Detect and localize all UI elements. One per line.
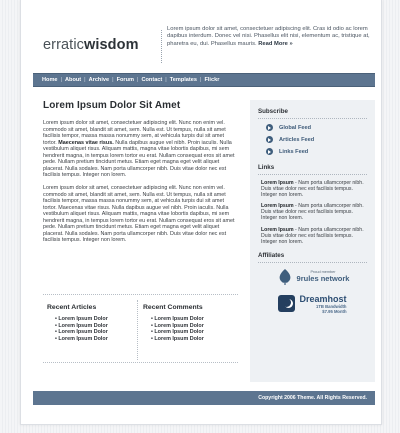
link-entry-title: Lorem Ipsum — [261, 180, 294, 186]
dreamhost-badge[interactable] — [258, 294, 367, 314]
link-entry[interactable] — [258, 203, 367, 221]
recent-articles-list — [47, 316, 132, 342]
ninerules-text — [297, 270, 350, 283]
subscribe-title: Subscribe — [258, 108, 367, 119]
nav-contact[interactable]: Contact — [141, 77, 163, 83]
nav-separator: | — [84, 77, 86, 83]
rss-icon — [266, 124, 273, 131]
recent-article-link[interactable]: • Lorem Ipsum Dolor — [55, 316, 132, 323]
main-nav — [33, 73, 375, 87]
nav-separator: | — [165, 77, 167, 83]
column-divider — [137, 300, 138, 360]
paragraph-text: Lorem ipsum dolor sit amet, consectetuer adipiscing elit. Nunc non enim vel. commodo sit amet, blandit sit amet, sem. Nulla est. Ut tempus, nulla sit amet facilisis tempor, massa massa nonummy sem, at vehicula turpis dui sit amet tortor. — [43, 120, 226, 146]
nav-forum[interactable]: Forum — [116, 77, 134, 83]
dreamhost-text — [299, 294, 346, 314]
nav-archive[interactable]: Archive — [88, 77, 110, 83]
recent-comment-link[interactable]: • Lorem Ipsum Dolor — [151, 336, 228, 343]
link-entry-title: Lorem Ipsum — [261, 203, 294, 210]
link-entry-text: - Nam porta ullamcorper nibh. Duis vitae dolor nec est facilisis tempus. Integer non lorem. — [261, 226, 364, 245]
tagline-text: Lorem ipsum dolor sit amet, consectetuer adipiscing elit. Cras id odio ac lorem dapibus interdum. Donec vel nisi. Phasellus elit nisi, elementum ac, tristique at, pharetra eu, dui. Phasellus mauris. — [167, 26, 370, 47]
recent-comments-title: Recent Comments — [143, 304, 203, 311]
recent-comment-link[interactable]: • Lorem Ipsum Dolor — [151, 329, 228, 336]
link-entry[interactable] — [258, 227, 367, 245]
feed-label: Links Feed — [279, 148, 309, 155]
ninerules-proud: Proud member — [310, 270, 336, 275]
link-entry[interactable] — [258, 180, 367, 198]
header-tagline — [167, 26, 377, 48]
articles-feed-link[interactable] — [258, 136, 367, 143]
nav-home[interactable]: Home — [42, 77, 58, 83]
paragraph-text: Nulla dapibus augue vel nibh. Proin iaculis. Nulla vestibulum aliquet risus. Aliquam mattis, magna vitae lobortis dapibus, mi sem hendrerit magna, in tempus lorem tortor eu erat. Nullam consequat eros sit amet pede. Nullam pretium tincidunt metus. Etiam eget magna eget velit aliquet placerat. Nulla sodales. Nam porta ullamcorper nibh. Duis vitae dolor nec est facilisis tempus. Integer non lorem. — [43, 139, 235, 178]
post-paragraph: Lorem ipsum dolor sit amet, consectetuer adipiscing elit. Nunc non enim vel. commodo sit amet, blandit sit amet, sem. Nulla est. Ut tempus, nulla sit amet facilisis tempor, massa massa nonummy sem, at vehicula turpis dui sit amet tortor. Maecenas vitae risus. Nulla dapibus augue vel nibh. Proin iaculis. Nulla vestibulum aliquet risus. Aliquam mattis, magna vitae lobortis dapibus, mi sem hendrerit magna, in tempus lorem tortor eu erat. Nullam consequat eros sit amet pede. Nullam pretium tincidunt metus. Etiam eget magna eget velit aliquet placerat. Nulla sodales. Nam porta ullamcorper nibh. Duis vitae dolor nec est facilisis tempus. Integer non lorem. — [43, 185, 235, 243]
recent-articles-title: Recent Articles — [47, 304, 97, 311]
recent-comment-link[interactable]: • Lorem Ipsum Dolor — [151, 323, 228, 330]
post-title[interactable]: Lorem Ipsum Dolor Sit Amet — [43, 100, 181, 111]
rss-icon — [266, 148, 273, 155]
nav-separator: | — [112, 77, 114, 83]
header — [21, 0, 383, 73]
recent-comments — [143, 304, 228, 342]
sidebar — [250, 100, 375, 382]
ninerules-name: 9rules network — [296, 274, 350, 284]
ninerules-badge[interactable] — [258, 268, 367, 286]
header-divider — [161, 30, 162, 63]
site-logo[interactable] — [43, 37, 139, 53]
content-divider — [43, 294, 238, 295]
feed-label: Global Feed — [279, 124, 312, 131]
recent-comment-link[interactable]: • Lorem Ipsum Dolor — [151, 316, 228, 323]
dreamhost-bandwidth: 1TB Bandwidth — [316, 303, 347, 309]
copyright-text: Copyright 2006 Theme. All Rights Reserved. — [258, 395, 367, 401]
link-entry-text: - Nam porta ullamcorper nibh. Duis vitae dolor nec est facilisis tempus. Integer non lorem. — [261, 203, 364, 222]
nav-separator: | — [137, 77, 139, 83]
page-container — [20, 0, 382, 425]
dreamhost-price: $7.95 Month — [322, 308, 347, 314]
main-content — [43, 100, 238, 250]
read-more-link[interactable]: Read More » — [258, 40, 293, 47]
recent-article-link[interactable]: • Lorem Ipsum Dolor — [55, 329, 132, 336]
nav-about[interactable]: About — [65, 77, 82, 83]
logo-light-text: erratic — [43, 37, 84, 53]
links-title: Links — [258, 164, 367, 175]
nav-templates[interactable]: Templates — [169, 77, 197, 83]
nav-separator: | — [200, 77, 202, 83]
recent-comments-list — [143, 316, 228, 342]
global-feed-link[interactable] — [258, 124, 367, 131]
paragraph-bold-text: Maecenas vitae risus. — [58, 139, 114, 146]
link-entry-title: Lorem Ipsum — [261, 226, 294, 233]
recent-articles — [47, 304, 132, 342]
recent-article-link[interactable]: • Lorem Ipsum Dolor — [55, 323, 132, 330]
footer — [33, 391, 375, 405]
affiliates — [258, 268, 367, 314]
nav-flickr[interactable]: Flickr — [204, 77, 220, 83]
nav-separator: | — [60, 77, 62, 83]
moon-icon — [278, 295, 295, 312]
rss-icon — [266, 136, 273, 143]
logo-bold-text: wisdom — [84, 37, 139, 53]
affiliates-title: Affiliates — [258, 252, 367, 263]
post-paragraph — [43, 120, 238, 179]
leaf-icon — [276, 268, 294, 286]
bottom-divider — [43, 362, 238, 363]
feed-label: Articles Feed — [279, 136, 315, 143]
dreamhost-name: Dreamhost — [299, 293, 347, 304]
links-feed-link[interactable] — [258, 148, 367, 155]
link-entry-text: - Nam porta ullamcorper nibh. Duis vitae dolor nec est facilisis tempus. Integer non lorem. — [261, 180, 364, 199]
recent-article-link[interactable]: • Lorem Ipsum Dolor — [55, 336, 132, 343]
